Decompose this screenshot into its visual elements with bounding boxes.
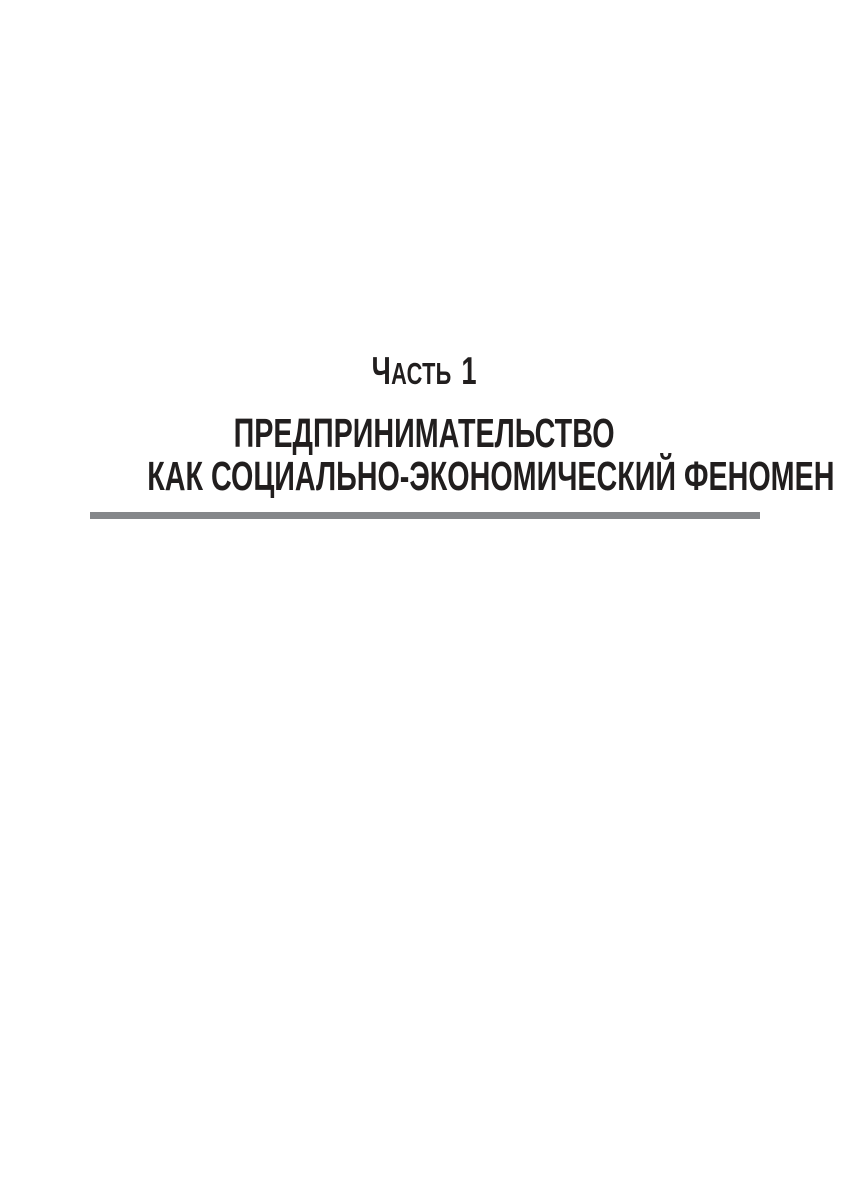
part-heading-initial: Ч xyxy=(371,350,392,393)
part-title-line-2: КАК СОЦИАЛЬНО-ЭКОНОМИЧЕСКИЙ ФЕНОМЕН xyxy=(147,453,835,499)
part-heading-number: 1 xyxy=(461,350,478,393)
divider-rule xyxy=(90,512,760,519)
part-title-line-1: ПРЕДПРИНИМАТЕЛЬСТВО xyxy=(234,410,615,456)
part-heading-smallcaps: АСТЬ xyxy=(391,356,452,391)
part-heading-text xyxy=(372,352,477,399)
part-heading xyxy=(0,352,849,399)
part-title xyxy=(0,412,849,498)
